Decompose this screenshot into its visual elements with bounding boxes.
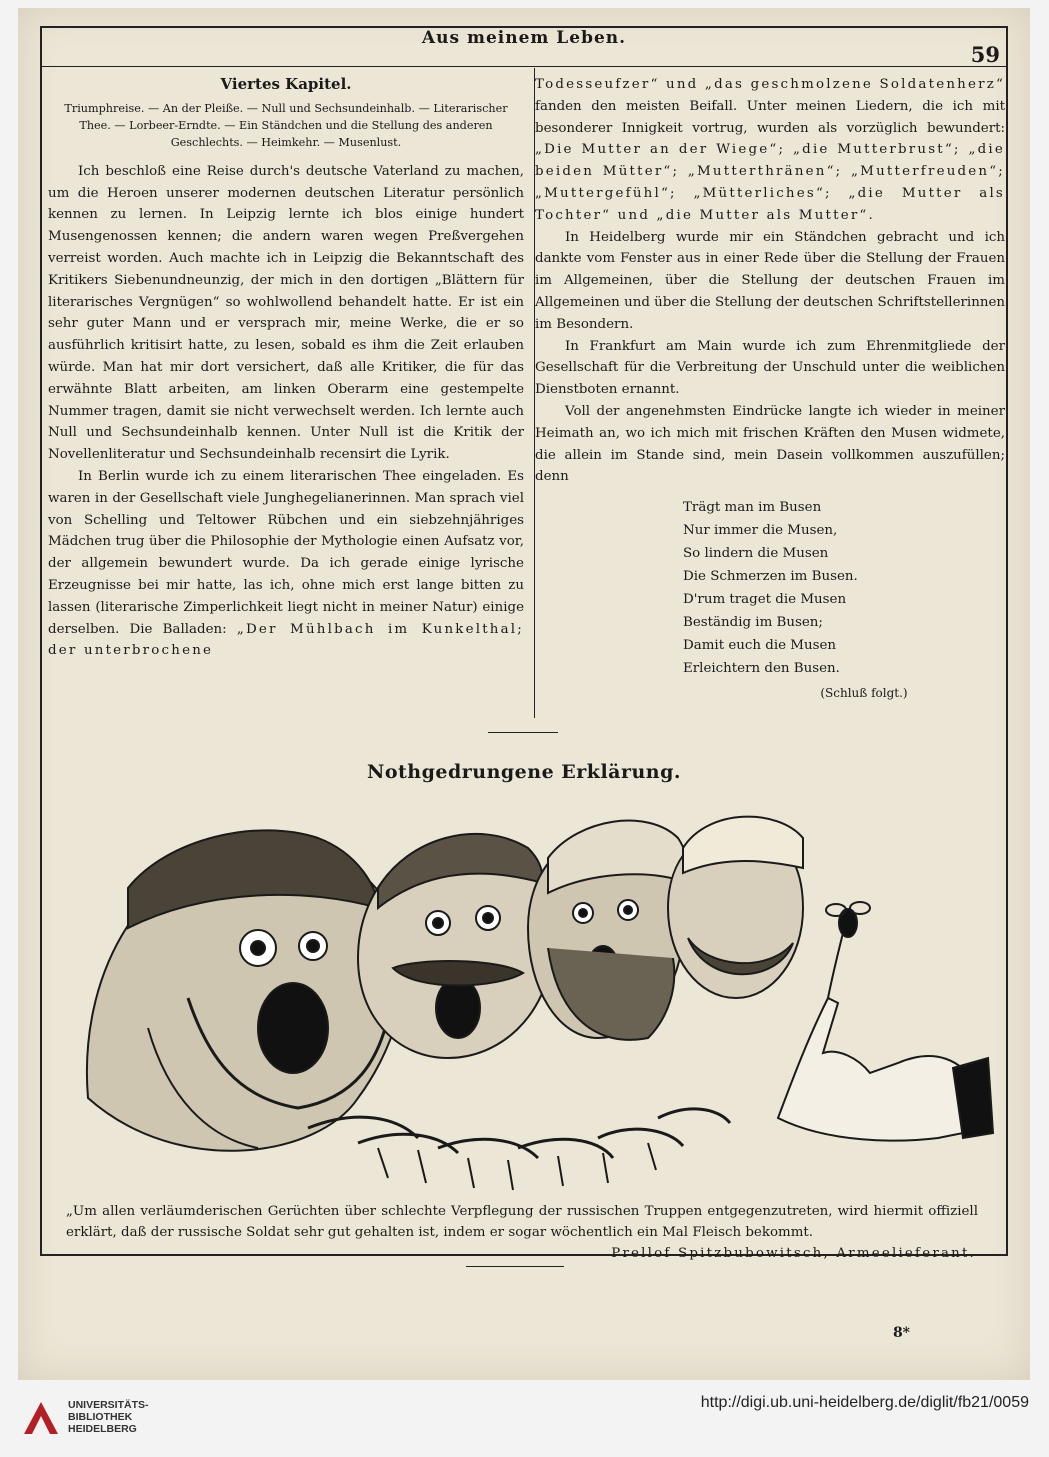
caption-text: „Um allen verläumderischen Gerüchten über schlechte Verpflegung der russischen Truppen entgegenzutreten, wird hiermit offiziell erklärt, daß der russische Soldat sehr gut gehalten ist, indem er sogar wöchentlich ein Mal Fleisch bekommt.: [66, 1204, 978, 1240]
verse-line: D'rum traget die Musen: [683, 592, 847, 608]
left-paragraph-2: [48, 466, 524, 662]
left-paragraph-1: Ich beschloß eine Reise durch's deutsche Vaterland zu machen, um die Heroen unserer modernen deutschen Literatur persönlich kennen zu lernen. In Leipzig lernte ich blos einige hundert Musengenossen kennen; die andern waren wegen Preßvergehen verreist worden. Auch machte ich in Leipzig die Bekanntschaft des Kritikers Siebenundneunzig, der mich in den dortigen „Blättern für literarisches Vergnügen“ so wohlwollend behandelt hatte. Er ist ein sehr guter Mann und er versprach mir, meine Werke, die er so ausführlich kritisirt hatte, zu lesen, sobald es ihm die Zeit erlauben würde. Man hat mir dort versichert, daß alle Kritiker, die für das erwähnte Blatt arbeiten, am linken Oberarm eine gestempelte Nummer tragen, damit sie nicht verwechselt werden. Ich lernte auch Null und Sechsundeinhalb kennen. Unter Null ist die Kritik der Novellenliteratur und Sechsundeinhalb recensirt die Lyrik.: [48, 163, 524, 463]
closing-rule: [466, 1266, 564, 1267]
cartoon-title: Nothgedrungene Erklärung.: [366, 761, 682, 783]
left-paragraph-2-text: In Berlin wurde ich zu einem literarischen Thee eingeladen. Es waren in der Gesellschaft viele Junghegelianerinnen. Man sprach viel von Schelling und Teltower Rübchen und ein siebzehnjähriges Mädchen trug über die Philosophie der Mythologie einen Aufsatz vor, der allgemein bewundert wurde. Da ich gerade einige lyrische Erzeugnisse bei mir hatte, las ich, ohne mich erst lange bitten zu lassen (literarische Zimperlichkeit liegt nicht in meiner Natur) einige derselben. Die Balladen:: [48, 468, 524, 637]
verse-line: Nur immer die Musen,: [683, 523, 838, 539]
page-number: 59: [970, 42, 1000, 67]
sheet-signature: 8*: [892, 1325, 910, 1341]
viewer-footer: [0, 1382, 1049, 1457]
right-column: [535, 74, 1005, 705]
right-paragraph-2: In Heidelberg wurde mir ein Ständchen gebracht und ich dankte vom Fenster aus in einer Rede über die Stellung der Frauen im Allgemeinen, über die Stellung der deutschen Frauen im Allgemeinen und über die Stellung der deutschen Schriftstellerinnen im Besondern.: [535, 229, 1005, 332]
right-paragraph-4: Voll der angenehmsten Eindrücke langte ich wieder in meiner Heimath an, wo ich mich mit frischen Kräften den Musen widmete, die allein im Stande sind, mein Dasein vollkommen auszufüllen; denn: [535, 403, 1005, 485]
library-logo-icon: [22, 1398, 60, 1436]
verse-line: Beständig im Busen;: [683, 615, 823, 631]
verse-line: So lindern die Musen: [683, 546, 829, 562]
to-be-continued: (Schluß folgt.): [820, 686, 908, 701]
right-paragraph-1: [535, 74, 1005, 227]
left-column: [48, 74, 524, 662]
header-rule: [40, 66, 1008, 67]
section-rule: [488, 732, 558, 733]
chapter-summary: Triumphreise. — An der Pleiße. — Null und Sechsundeinhalb. — Literarischer Thee. — Lorbeer-Erndte. — Ein Ständchen und die Stellung des anderen Geschlechts. — Heimkehr. — Musenlust.: [64, 101, 508, 149]
verse-line: Trägt man im Busen: [683, 500, 822, 516]
source-url-link[interactable]: http://digi.ub.uni-heidelberg.de/diglit/fb21/0059: [700, 1394, 1029, 1411]
caption-signature: Prellof Spitzbubowitsch, Armeelieferant.: [611, 1246, 976, 1261]
library-name: [68, 1399, 149, 1435]
running-head: Aus meinem Leben.: [421, 28, 627, 48]
library-name-line: HEIDELBERG: [68, 1423, 137, 1435]
verse-line: Damit euch die Musen: [683, 638, 837, 654]
scanned-page: [18, 8, 1030, 1380]
cartoon-caption: [66, 1201, 978, 1264]
ballad-titles-cont: Todesseufzer“ und „das geschmolzene Soldatenherz“: [535, 77, 1005, 92]
chapter-title: Viertes Kapitel.: [220, 75, 352, 93]
verse-line: Die Schmerzen im Busen.: [683, 569, 858, 585]
verse-line: Erleichtern den Busen.: [683, 661, 840, 677]
library-name-line: BIBLIOTHEK: [68, 1411, 133, 1423]
right-paragraph-3: In Frankfurt am Main wurde ich zum Ehrenmitgliede der Gesellschaft für die Verbreitung der Unschuld unter die weiblichen Dienstboten ernannt.: [535, 338, 1005, 398]
right-paragraph-1-text: fanden den meisten Beifall. Unter meinen Liedern, die ich mit besonderer Innigkeit vortrug, wurden als vorzüglich bewundert:: [535, 98, 1005, 136]
verse: [683, 496, 1005, 705]
cartoon-illustration: [58, 798, 998, 1193]
library-name-line: UNIVERSITÄTS-: [68, 1399, 149, 1411]
ballad-titles: „Der Mühlbach im Kunkelthal; der unterbrochene: [48, 621, 524, 659]
song-titles: „Die Mutter an der Wiege“; „die Mutterbrust“; „die beiden Mütter“; „Mutterthränen“; „Mutterfreuden“; „Muttergefühl“; „Mütterliches“; „die Mutter als Tochter“ und „die Mutter als Mutter“.: [535, 142, 1005, 223]
